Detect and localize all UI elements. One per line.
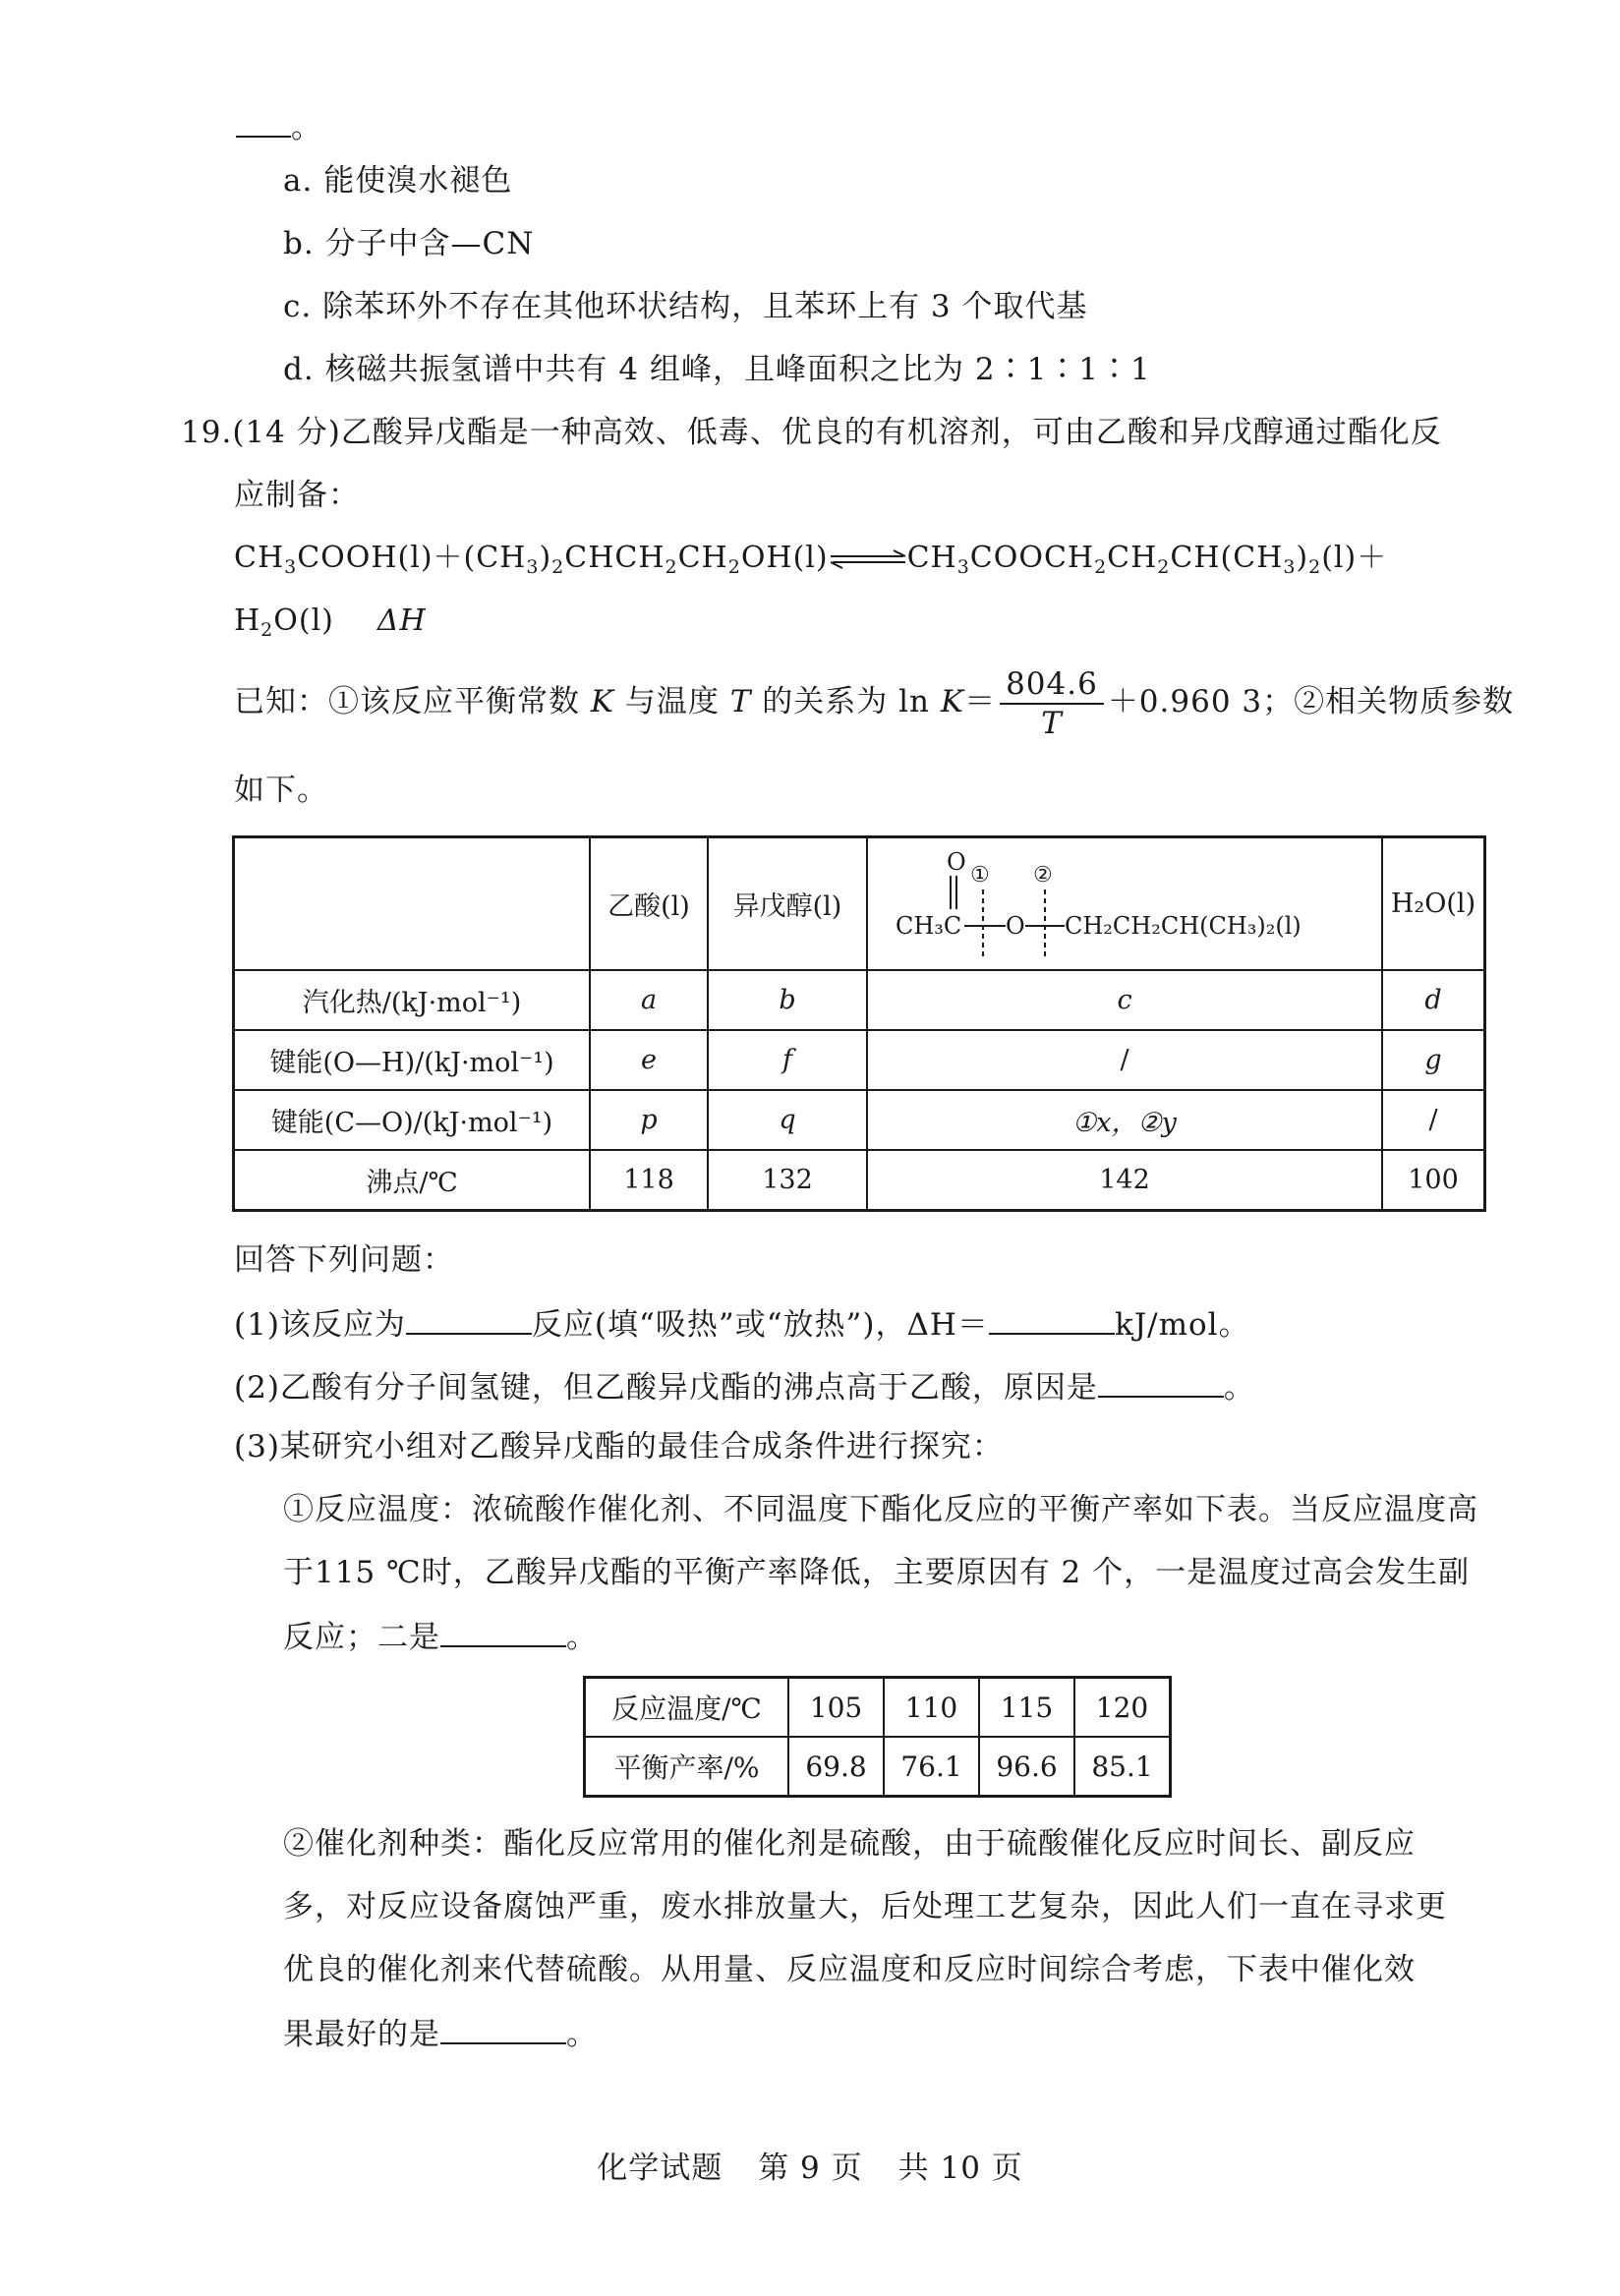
subquestion-2: (2)乙酸有分子间氢键，但乙酸异戊酯的沸点高于乙酸，原因是 。 — [234, 1366, 1255, 1407]
subquestion-3-part1-line3: 反应；二是 。 — [283, 1616, 598, 1657]
question-number: 19. — [181, 415, 233, 450]
footer-total-pages: 共 10 页 — [897, 2151, 1023, 2186]
period: 。 — [291, 110, 322, 145]
footer-page-number: 第 9 页 — [758, 2151, 863, 2186]
option-label: d. — [283, 352, 315, 387]
table-cell: 115 — [979, 1678, 1074, 1738]
row-label: 反应温度/℃ — [585, 1678, 789, 1738]
table-cell: 142 — [867, 1150, 1382, 1211]
table-cell: 118 — [590, 1150, 708, 1211]
ester-structure-diagram — [868, 840, 1381, 968]
fraction: $\frac{804.6}{T}$ — [1000, 665, 1104, 742]
bond-mark-2: ② — [1033, 862, 1053, 888]
option-label: b. — [283, 226, 315, 261]
answer-blank[interactable] — [440, 1616, 566, 1647]
subquestion-1: (1)该反应为 反应(填“吸热”或“放热”)，ΔH＝ kJ/mol。 — [234, 1303, 1250, 1345]
table-cell: 96.6 — [979, 1737, 1074, 1797]
row-label: 平衡产率/% — [585, 1737, 789, 1797]
subquestion-3-part2-line2: 多，对反应设备腐蚀严重，废水排放量大，后处理工艺复杂，因此人们一直在寻求更 — [283, 1889, 1447, 1924]
table-header-cell: 异戊醇(l) — [708, 837, 867, 971]
delta-h: ΔH — [376, 603, 427, 638]
answer-blank[interactable] — [406, 1303, 532, 1335]
row-label: 键能(O—H)/(kJ·mol⁻¹) — [234, 1030, 591, 1090]
q19-intro-line2: 应制备： — [234, 478, 360, 513]
table-cell: 100 — [1382, 1150, 1485, 1211]
equilibrium-arrow-icon — [829, 549, 907, 569]
row-label: 沸点/℃ — [234, 1150, 591, 1211]
table-cell: d — [1382, 970, 1485, 1030]
subquestion-3-part1-line1: ①反应温度：浓硫酸作催化剂、不同温度下酯化反应的平衡产率如下表。当反应温度高 — [283, 1492, 1478, 1527]
option-text: 能使溴水褪色 — [323, 163, 513, 199]
table-cell: 132 — [708, 1150, 867, 1211]
subquestion-3-part2-line4: 果最好的是 。 — [283, 2013, 598, 2054]
table-header-cell: 乙酸(l) — [590, 837, 708, 971]
carbonyl-oxygen: O — [947, 847, 966, 876]
table-row — [585, 1678, 1171, 1738]
answer-heading: 回答下列问题： — [234, 1242, 454, 1278]
ester-right-group: CH₂CH₂CH(CH₃)₂(l) — [1065, 911, 1302, 940]
reaction-equation-line2: $H_2O(l)$ ΔH — [234, 603, 427, 641]
option-label: c. — [283, 289, 313, 324]
table-cell: 69.8 — [788, 1737, 884, 1797]
subquestion-3-part1-line2: 于115 ℃时，乙酸异戊酯的平衡产率降低，主要原因有 2 个，一是温度过高会发生副 — [283, 1555, 1471, 1590]
row-label: 键能(C—O)/(kJ·mol⁻¹) — [234, 1090, 591, 1150]
option-text: 分子中含—CN — [324, 226, 535, 261]
subquestion-3-heading: (3)某研究小组对乙酸异戊酯的最佳合成条件进行探究： — [234, 1429, 1004, 1464]
table-cell: b — [708, 970, 867, 1030]
table-cell: / — [1382, 1090, 1485, 1150]
table-row — [234, 1150, 1485, 1211]
table-cell: / — [867, 1030, 1382, 1090]
subquestion-3-part2-line3: 优良的催化剂来代替硫酸。从用量、反应温度和反应时间综合考虑，下表中催化效 — [283, 1952, 1416, 1987]
q19-intro-line1 — [181, 413, 1442, 452]
option-text: 核磁共振氢谱中共有 4 组峰，且峰面积之比为 2∶1∶1∶1 — [324, 352, 1151, 387]
ester-left-group: CH₃C — [896, 911, 962, 940]
ester-structure — [868, 840, 1381, 968]
table-row — [585, 1737, 1171, 1797]
table-cell: ①x，②y — [867, 1090, 1382, 1150]
table-cell: f — [708, 1030, 867, 1090]
table-cell: 105 — [788, 1678, 884, 1738]
table-row — [234, 970, 1485, 1030]
option-d — [283, 350, 1151, 389]
footer-subject: 化学试题 — [597, 2151, 723, 2186]
parameters-table — [232, 835, 1486, 1212]
row-label: 汽化热/(kJ·mol⁻¹) — [234, 970, 591, 1030]
table-cell: 76.1 — [884, 1737, 979, 1797]
table-cell: p — [590, 1090, 708, 1150]
answer-blank[interactable] — [440, 2013, 566, 2044]
answer-blank[interactable] — [236, 106, 291, 138]
table-header-cell — [234, 837, 591, 971]
table-cell: c — [867, 970, 1382, 1030]
answer-blank[interactable] — [989, 1303, 1115, 1335]
ester-structure-cell — [867, 837, 1382, 971]
table-cell: e — [590, 1030, 708, 1090]
known-conditions-line2: 如下。 — [234, 773, 328, 808]
yield-table — [583, 1676, 1172, 1798]
option-c — [283, 287, 1088, 326]
option-text: 除苯环外不存在其他环状结构，且苯环上有 3 个取代基 — [322, 289, 1088, 324]
option-a — [283, 161, 512, 201]
table-header-cell: H₂O(l) — [1382, 837, 1485, 971]
page-footer — [0, 2143, 1620, 2187]
answer-blank[interactable] — [1098, 1366, 1224, 1398]
table-cell: a — [590, 970, 708, 1030]
table-cell: q — [708, 1090, 867, 1150]
table-cell: 85.1 — [1074, 1737, 1171, 1797]
prev-answer-line — [236, 106, 322, 147]
table-cell: 120 — [1074, 1678, 1171, 1738]
bond-mark-1: ① — [970, 862, 990, 888]
question-text: 乙酸异戊酯是一种高效、低毒、优良的有机溶剂，可由乙酸和异戊醇通过酯化反 — [340, 415, 1442, 450]
table-cell: g — [1382, 1030, 1485, 1090]
reaction-equation: $CH_3COOH(l)+(CH_3)_2CHCH_2CH_2OH(l)$ $CH_3COOCH_2CH_2CH(CH_3)_2(l)+$ — [234, 541, 1388, 578]
table-row — [234, 1030, 1485, 1090]
known-conditions: 已知：①该反应平衡常数 K 与温度 T 的关系为 ln K＝ $\frac{804.6}{T}$ ＋0.960 3；②相关物质参数 — [234, 665, 1515, 741]
option-label: a. — [283, 163, 314, 199]
ester-oxygen: O — [1006, 911, 1025, 940]
table-header-row — [234, 837, 1485, 971]
table-cell: 110 — [884, 1678, 979, 1738]
question-score: (14 分) — [232, 415, 341, 450]
subquestion-3-part2-line1: ②催化剂种类：酯化反应常用的催化剂是硫酸，由于硫酸催化反应时间长、副反应 — [283, 1826, 1416, 1862]
option-b — [283, 224, 534, 263]
table-row — [234, 1090, 1485, 1150]
